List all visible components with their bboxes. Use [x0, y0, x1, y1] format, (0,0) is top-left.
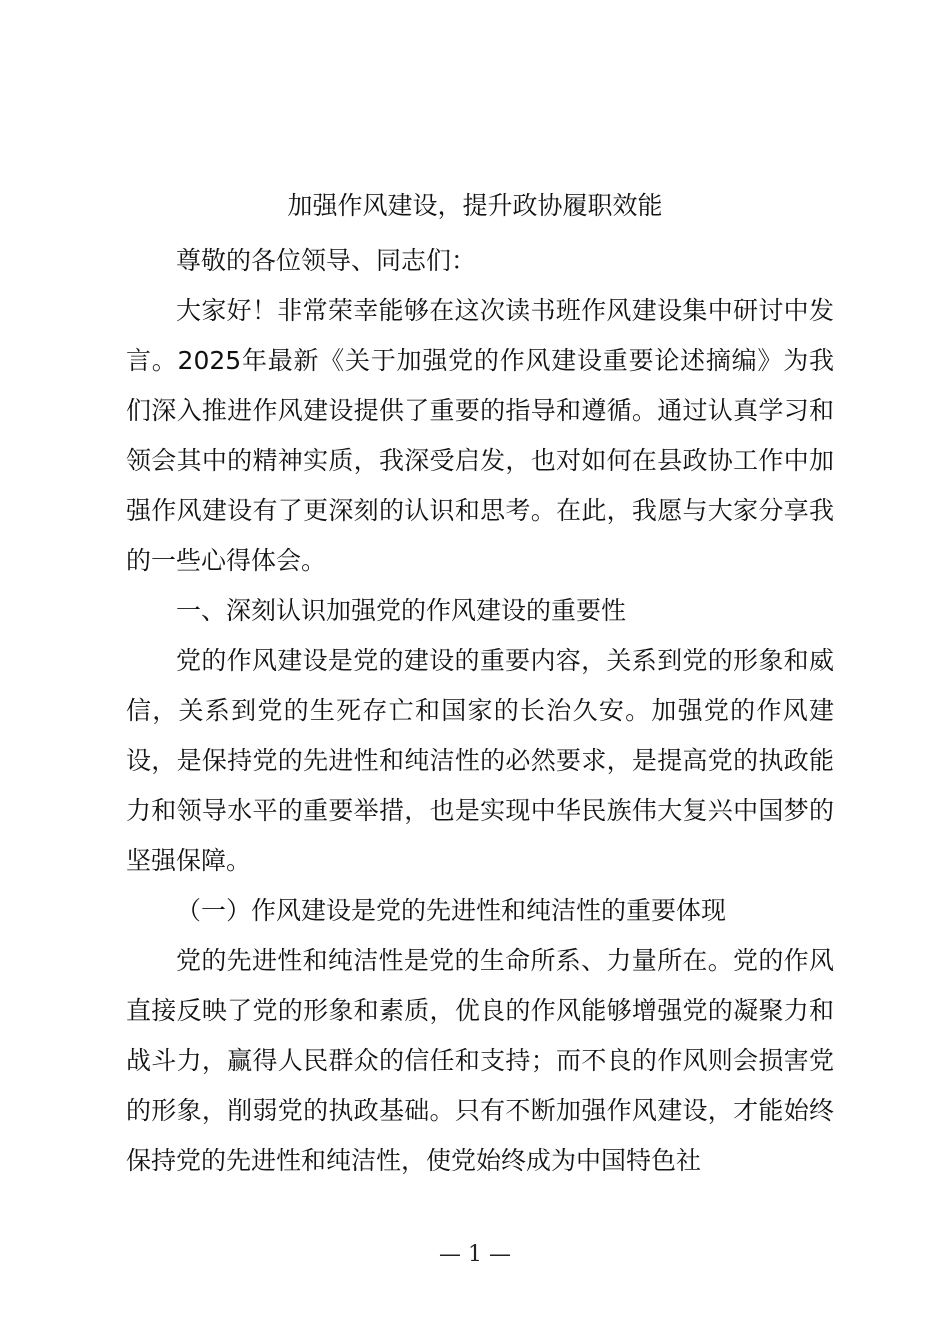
page-number: — 1 —	[439, 1242, 511, 1267]
salutation: 尊敬的各位领导、同志们：	[176, 246, 477, 275]
document-body	[126, 236, 834, 1186]
document-title: 加强作风建设，提升政协履职效能	[287, 191, 663, 220]
paragraph-advancement: 党的先进性和纯洁性是党的生命所系、力量所在。党的作风直接反映了党的形象和素质，优良的作风能够增强党的凝聚力和战斗力，赢得人民群众的信任和支持；而不良的作风则会损害党的形象，削弱党的执政基础。只有不断加强作风建设，才能始终保持党的先进性和纯洁性，使党始终成为中国特色社	[126, 946, 834, 1175]
paragraph-intro: 大家好！非常荣幸能够在这次读书班作风建设集中研讨中发言。2025年最新《关于加强党的作风建设重要论述摘编》为我们深入推进作风建设提供了重要的指导和遵循。通过认真学习和领会其中的精神实质，我深受启发，也对如何在县政协工作中加强作风建设有了更深刻的认识和思考。在此，我愿与大家分享我的一些心得体会。	[126, 296, 834, 575]
subsection-heading-1: （一）作风建设是党的先进性和纯洁性的重要体现	[176, 896, 727, 925]
section-heading-1: 一、深刻认识加强党的作风建设的重要性	[176, 596, 627, 625]
paragraph-importance: 党的作风建设是党的建设的重要内容，关系到党的形象和威信，关系到党的生死存亡和国家的长治久安。加强党的作风建设，是保持党的先进性和纯洁性的必然要求，是提高党的执政能力和领导水平的重要举措，也是实现中华民族伟大复兴中国梦的坚强保障。	[126, 646, 834, 875]
